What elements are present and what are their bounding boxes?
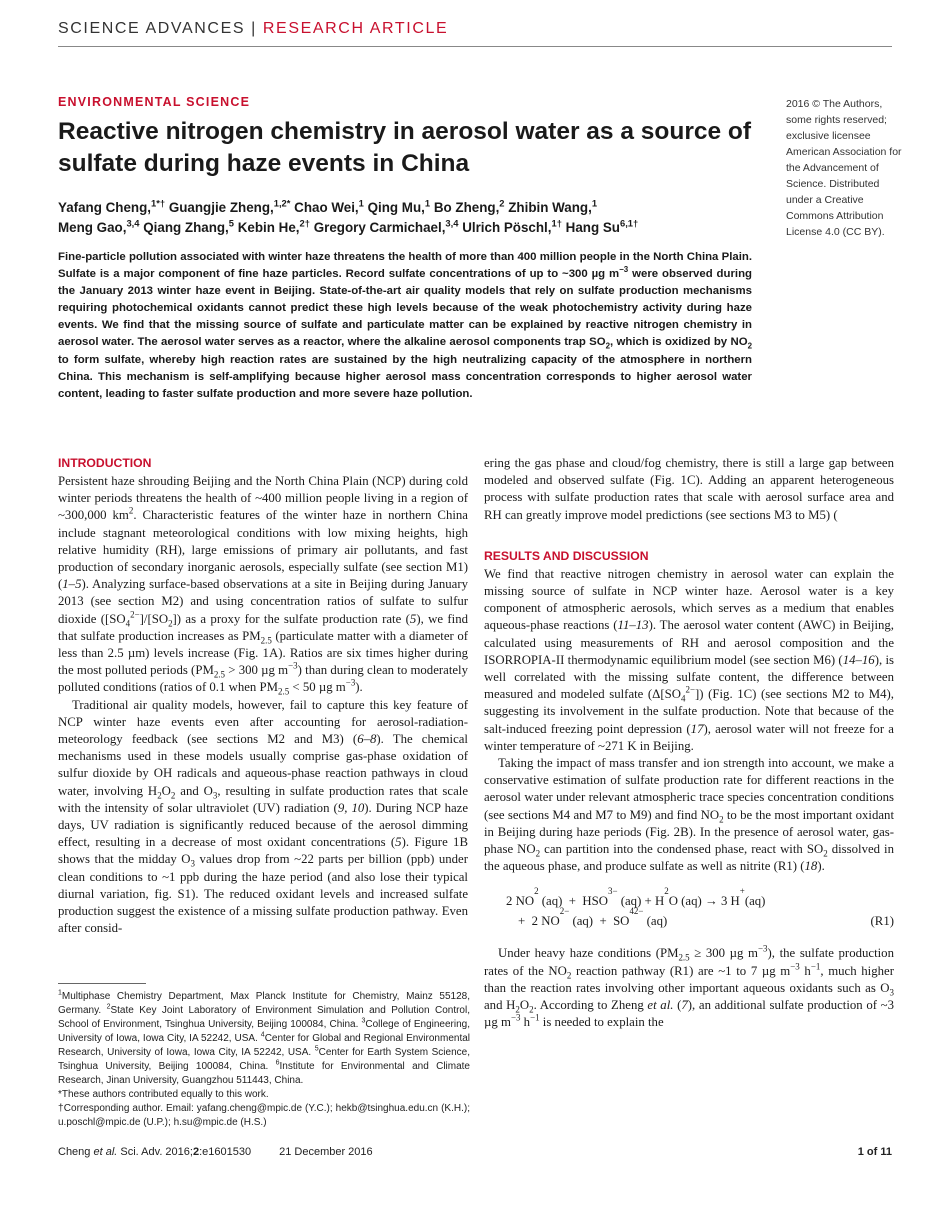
intro-paragraph-1: Persistent haze shrouding Beijing and the North China Plain (NCP) during cold winter periods threatens the health of ~400 million people living in a region of ~300,000 $km^2$. Characteristic features of the winter haze in northern China include stagnant meteorological conditions with low mixing heights, high relative humidity (RH), large emissions of primary air pollutants, and fast production of secondary inorganic aerosols, especially sulfate (see section M1) (1–5). Analyzing surface-based observations at a site in Beijing during January 2013 (see section M2) and using concentration ratios of sulfate to sulfur dioxide $([SO_4^{2-}]/[SO_2])$ as a proxy for the sulfate production rate (5), we find that sulfate production increases as $PM_{2.5}$ (particulate matter with a diameter of less than 2.5 µm) levels increase (Fig. 1A). Ratios are six times higher during the most polluted periods ($PM_{2.5} > 300$ µg $m^{-3}$) than during clean to moderately polluted conditions (ratios of 0.1 when $PM_{2.5} < 50$ µg $m^{-3}$). (58, 474, 469, 697)
header-separator: | (251, 20, 257, 37)
author: Ulrich Pöschl,$^{1\dagger}$ (462, 218, 562, 235)
affiliations-footnotes (58, 990, 470, 1130)
journal-name: SCIENCE ADVANCES (58, 20, 246, 37)
corresponding-author-note: †Corresponding author. Email: yafang.cheng@mpic.de (Y.C.); hekb@tsinghua.edu.cn (K.H.); u.poschl@mpic.de (U.P.); h.su@mpic.de (H.S.) (58, 1103, 470, 1128)
results-paragraph-3: Under heavy haze conditions ($PM_{2.5} \ge 300$ µg $m^{-3}$), the sulfate production rates of the $NO_2$ reaction pathway (R1) are ~1 to 7 µg $m^{-3}$ $h^{-1}$, much higher than the reaction rates involving other important aqueous oxidants such as $O_3$ and $H_2O_2$. According to Zheng et al. (7), an additional sulfate production of ~3 µg $m^{-3}$ $h^{-1}$ is needed to explain the (484, 944, 895, 1030)
citation: Cheng et al. Sci. Adv. 2016;2:e1601530 (58, 1146, 252, 1158)
abstract: Fine-particle pollution associated with winter haze threatens the health of more than 400 million people in the North China Plain. Sulfate is a major component of fine haze particles. Record sulfate concentrations of up to ~300 µg $m^{-3}$ were observed during the January 2013 winter haze event in Beijing. State-of-the-art air quality models that rely on sulfate production mechanisms requiring photochemical oxidants cannot predict these high levels because of the weak photochemistry activity during haze events. We find that the missing source of sulfate and particulate matter can be explained by reactive nitrogen chemistry in aerosol water. The aerosol water serves as a reactor, where the alkaline aerosol components trap $SO_2$, which is oxidized by $NO_2$ to form sulfate, whereby high reaction rates are sustained by the high neutralizing capacity of the atmosphere in northern China. This mechanism is self-amplifying because higher aerosol mass concentration corresponds to higher aerosol water content, leading to faster sulfate production and more severe haze pollution. (58, 251, 752, 400)
affiliations: $^1$Multiphase Chemistry Department, Max Planck Institute for Chemistry, Mainz 55128, Germany. $^2$State Key Joint Laboratory of Environment Simulation and Pollution Control, School of Environment, Tsinghua University, Beijing 100084, China. $^3$College of Engineering, University of Iowa, Iowa City, IA 52242, USA. $^4$Center for Global and Regional Environmental Research, University of Iowa, Iowa City, IA 52242, USA. $^5$Center for Earth System Science, Tsinghua University, Beijing 100084, China. $^6$Institute for Environmental and Climate Research, Jinan University, Guangzhou 511443, China. (58, 989, 470, 1086)
author: Qing Mu,$^1$ (367, 198, 431, 215)
author: Gregory Carmichael,$^{3,4}$ (313, 218, 459, 235)
results-paragraph-2: Taking the impact of mass transfer and ion strength into account, we make a conservative estimation of sulfate production rate for different reactions in the aerosol water under relevant atmospheric trace species concentration conditions (see sections M4 and M7 to M9) and find $NO_2$ to be the most important oxidant in Beijing during haze periods (Fig. 2B). In the presence of aerosol water, gas-phase $NO_2$ can partition into the condensed phase, react with $SO_2$ dissolved in the aqueous phase, and produce sulfate as well as nitrite (R1) (18). (484, 756, 895, 874)
equal-contribution-note: *These authors contributed equally to this work. (58, 1089, 269, 1100)
article-type: RESEARCH ARTICLE (262, 20, 449, 37)
equation-line-2: + 2 NO 2 − (aq) + SO 4 2− (aq) (R1) (484, 911, 894, 931)
article-title: Reactive nitrogen chemistry in aerosol water as a source of sulfate during haze events in China (58, 118, 752, 177)
author: Chao Wei,$^1$ (294, 198, 364, 215)
author: Hang $Su^{6,1\dagger}$ (565, 218, 639, 235)
left-column (58, 455, 468, 937)
author: Qiang Zhang,$^5$ (143, 218, 235, 235)
publication-date: 21 December 2016 (279, 1146, 373, 1158)
license-notice: 2016 © The Authors, some rights reserved; exclusive licensee American Association for the Advancement of Science. Distributed under a Creative Commons Attribution License 4.0 (CC BY). (786, 98, 902, 238)
author: Yafang Cheng,$^{1*\dagger}$ (58, 198, 166, 215)
page-footer (58, 1146, 892, 1158)
page-number: 1 of 11 (857, 1146, 892, 1158)
header-rule (58, 46, 892, 47)
footnote-rule (58, 983, 146, 984)
author-list (58, 198, 758, 238)
equation-label: (R1) (870, 914, 894, 929)
author: Guangjie Zheng,$^{1,2*}$ (168, 198, 291, 215)
reaction-equation-r1 (484, 886, 894, 931)
author: Meng Gao,$^{3,4}$ (58, 218, 140, 235)
results-paragraph-1: We find that reactive nitrogen chemistry in aerosol water can explain the missing source of sulfate in NCP winter haze. Aerosol water is a key component of atmospheric aerosols, which serves as a medium that enables aqueous-phase reactions (11–13). The aerosol water content (AWC) in Beijing, calculated using measurements of RH and aerosol composition and the ISORROPIA-II thermodynamic equilibrium model (see section M6) (14–16), is well correlated with the missing sulfate content, the difference between measured and modeled sulfate $(\Delta[SO_4^{2-}])$ (Fig. 1C) (see sections M2 to M4), suggesting its involvement in the sulfate production. Note that because of the salt-induced freezing point depression (17), aerosol water will not freeze for a winter temperature of ~271 K in Beijing. (484, 566, 894, 753)
author: Bo Zheng,$^2$ (433, 198, 505, 215)
introduction-heading: INTRODUCTION (58, 456, 152, 470)
author: Kebin He,$^{2\dagger}$ (237, 218, 310, 235)
equation-line-1: 2 NO 2 (aq) + HSO 3 − (aq) + H 2 O (aq) → 3 H + (aq) (506, 886, 766, 909)
intro-paragraph-2-end: ering the gas phase and cloud/fog chemistry, there is still a large gap between modeled and observed sulfate (Fig. 1C). Adding an apparent heterogeneous process with sulfate production rates that scale with aerosol surface area and RH can greatly improve model predictions (see sections M3 to M5) ( (484, 456, 894, 522)
right-column (484, 455, 894, 1031)
results-heading: RESULTS AND DISCUSSION (484, 548, 649, 563)
journal-header (58, 20, 892, 38)
author: Zhibin Wang,$^1$ (508, 198, 598, 215)
section-label: ENVIRONMENTAL SCIENCE (58, 95, 251, 109)
intro-paragraph-2: Traditional air quality models, however, fail to capture this key feature of NCP winter haze events even after accounting for aerosol-radiation-meteorology feedback (see sections M2 and M3) (6–8). The chemical mechanisms used in these models usually comprise gas-phase oxidation of sulfur dioxide by OH radicals and aqueous-phase reaction pathways in cloud water, involving $H_2O_2$ and $O_3$, resulting in sulfate production rates that scale with the intensity of solar ultraviolet (UV) radiation (9, 10). During NCP haze days, UV radiation is significantly reduced because of the aerosol dimming effect, resulting in a decrease of most oxidant concentrations (5). Figure 1B shows that the midday $O_3$ values drop from ~22 parts per billion (ppb) under clean conditions to ~1 ppb during the haze period (and also lose their typical diurnal variation, fig. S1). The reduced oxidant levels and increased sulfate production suggest the existence of a missing sulfate production pathway. Even after consid- (58, 697, 469, 936)
